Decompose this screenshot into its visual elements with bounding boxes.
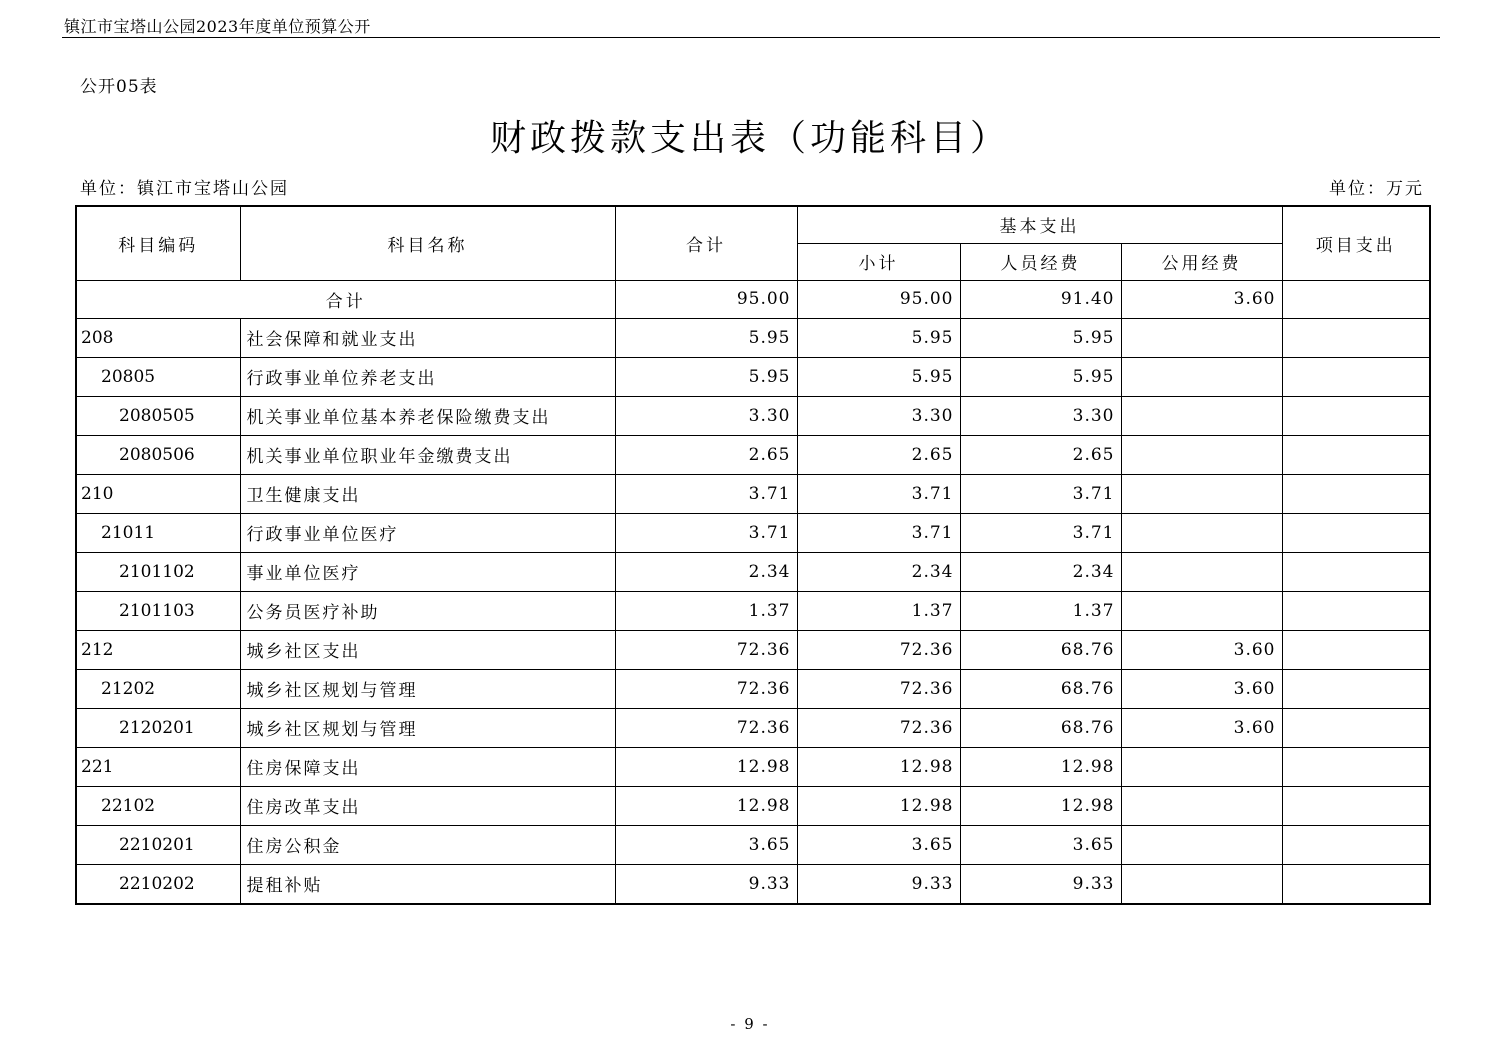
page-number: - 9 - — [730, 1015, 770, 1033]
row-subtotal: 3.71 — [797, 474, 960, 513]
row-total: 3.71 — [615, 474, 797, 513]
row-total: 2.34 — [615, 552, 797, 591]
row-public — [1121, 591, 1282, 630]
row-public: 3.60 — [1121, 630, 1282, 669]
row-code: 2101102 — [76, 552, 240, 591]
table-row — [76, 708, 1430, 747]
row-project — [1282, 318, 1430, 357]
row-subtotal: 2.65 — [797, 435, 960, 474]
col-header-name: 科目名称 — [240, 206, 615, 280]
row-total: 3.30 — [615, 396, 797, 435]
table-row — [76, 591, 1430, 630]
row-personnel: 1.37 — [960, 591, 1121, 630]
row-personnel: 5.95 — [960, 318, 1121, 357]
row-total: 9.33 — [615, 864, 797, 904]
row-personnel: 68.76 — [960, 708, 1121, 747]
row-name: 卫生健康支出 — [240, 474, 615, 513]
budget-table — [75, 205, 1431, 905]
row-subtotal: 5.95 — [797, 357, 960, 396]
row-project — [1282, 747, 1430, 786]
total-public: 3.60 — [1121, 280, 1282, 318]
table-row — [76, 357, 1430, 396]
row-code: 212 — [76, 630, 240, 669]
row-subtotal: 3.65 — [797, 825, 960, 864]
row-total: 72.36 — [615, 630, 797, 669]
table-row — [76, 825, 1430, 864]
row-total: 12.98 — [615, 786, 797, 825]
row-project — [1282, 630, 1430, 669]
total-total: 95.00 — [615, 280, 797, 318]
col-header-public: 公用经费 — [1121, 243, 1282, 280]
row-personnel: 2.65 — [960, 435, 1121, 474]
row-code: 2101103 — [76, 591, 240, 630]
row-project — [1282, 552, 1430, 591]
total-row — [76, 280, 1430, 318]
col-header-personnel: 人员经费 — [960, 243, 1121, 280]
unit-organization: 单位：镇江市宝塔山公园 — [80, 179, 289, 199]
row-total: 5.95 — [615, 357, 797, 396]
row-name: 公务员医疗补助 — [240, 591, 615, 630]
row-total: 12.98 — [615, 747, 797, 786]
row-public: 3.60 — [1121, 708, 1282, 747]
row-subtotal: 3.30 — [797, 396, 960, 435]
header-rule — [62, 37, 1440, 38]
row-subtotal: 12.98 — [797, 786, 960, 825]
row-code: 2080505 — [76, 396, 240, 435]
row-project — [1282, 708, 1430, 747]
row-code: 2210201 — [76, 825, 240, 864]
row-personnel: 2.34 — [960, 552, 1121, 591]
row-personnel: 3.71 — [960, 474, 1121, 513]
row-public — [1121, 786, 1282, 825]
table-row — [76, 552, 1430, 591]
row-code: 210 — [76, 474, 240, 513]
row-code: 2120201 — [76, 708, 240, 747]
row-personnel: 3.65 — [960, 825, 1121, 864]
table-row — [76, 786, 1430, 825]
table-row — [76, 864, 1430, 904]
row-code: 208 — [76, 318, 240, 357]
row-public — [1121, 552, 1282, 591]
row-name: 社会保障和就业支出 — [240, 318, 615, 357]
row-project — [1282, 591, 1430, 630]
table-row — [76, 630, 1430, 669]
row-total: 3.65 — [615, 825, 797, 864]
unit-currency: 单位：万元 — [1329, 179, 1424, 199]
row-name: 住房改革支出 — [240, 786, 615, 825]
row-code: 21202 — [76, 669, 240, 708]
col-header-subtotal: 小计 — [797, 243, 960, 280]
table-row — [76, 669, 1430, 708]
row-personnel: 9.33 — [960, 864, 1121, 904]
table-row — [76, 396, 1430, 435]
row-code: 21011 — [76, 513, 240, 552]
row-name: 城乡社区规划与管理 — [240, 708, 615, 747]
row-name: 事业单位医疗 — [240, 552, 615, 591]
row-personnel: 68.76 — [960, 630, 1121, 669]
row-public — [1121, 864, 1282, 904]
row-name: 行政事业单位养老支出 — [240, 357, 615, 396]
row-project — [1282, 474, 1430, 513]
row-name: 提租补贴 — [240, 864, 615, 904]
row-project — [1282, 786, 1430, 825]
total-project — [1282, 280, 1430, 318]
row-code: 221 — [76, 747, 240, 786]
row-subtotal: 72.36 — [797, 669, 960, 708]
row-project — [1282, 396, 1430, 435]
row-name: 城乡社区规划与管理 — [240, 669, 615, 708]
row-personnel: 12.98 — [960, 747, 1121, 786]
col-header-basic: 基本支出 — [797, 206, 1282, 243]
row-subtotal: 5.95 — [797, 318, 960, 357]
page-title: 财政拨款支出表（功能科目） — [489, 118, 1010, 159]
total-label: 合计 — [76, 280, 615, 318]
row-total: 72.36 — [615, 669, 797, 708]
col-header-total: 合计 — [615, 206, 797, 280]
row-subtotal: 72.36 — [797, 708, 960, 747]
row-subtotal: 3.71 — [797, 513, 960, 552]
row-public — [1121, 435, 1282, 474]
row-name: 机关事业单位基本养老保险缴费支出 — [240, 396, 615, 435]
row-project — [1282, 864, 1430, 904]
row-total: 2.65 — [615, 435, 797, 474]
row-subtotal: 1.37 — [797, 591, 960, 630]
row-total: 1.37 — [615, 591, 797, 630]
table-row — [76, 318, 1430, 357]
row-personnel: 12.98 — [960, 786, 1121, 825]
table-row — [76, 474, 1430, 513]
col-header-project: 项目支出 — [1282, 206, 1430, 280]
row-total: 5.95 — [615, 318, 797, 357]
table-row — [76, 435, 1430, 474]
row-public — [1121, 513, 1282, 552]
row-project — [1282, 513, 1430, 552]
table-row — [76, 513, 1430, 552]
row-code: 20805 — [76, 357, 240, 396]
total-personnel: 91.40 — [960, 280, 1121, 318]
row-code: 22102 — [76, 786, 240, 825]
row-name: 住房保障支出 — [240, 747, 615, 786]
row-personnel: 3.71 — [960, 513, 1121, 552]
row-public: 3.60 — [1121, 669, 1282, 708]
col-header-code: 科目编码 — [76, 206, 240, 280]
row-name: 机关事业单位职业年金缴费支出 — [240, 435, 615, 474]
row-name: 行政事业单位医疗 — [240, 513, 615, 552]
row-total: 3.71 — [615, 513, 797, 552]
row-code: 2210202 — [76, 864, 240, 904]
row-subtotal: 12.98 — [797, 747, 960, 786]
row-project — [1282, 435, 1430, 474]
row-personnel: 68.76 — [960, 669, 1121, 708]
table-row — [76, 747, 1430, 786]
running-header-title: 镇江市宝塔山公园2023年度单位预算公开 — [64, 17, 371, 36]
row-public — [1121, 825, 1282, 864]
row-public — [1121, 396, 1282, 435]
row-public — [1121, 357, 1282, 396]
row-subtotal: 9.33 — [797, 864, 960, 904]
row-subtotal: 72.36 — [797, 630, 960, 669]
row-name: 住房公积金 — [240, 825, 615, 864]
row-personnel: 5.95 — [960, 357, 1121, 396]
row-code: 2080506 — [76, 435, 240, 474]
row-project — [1282, 357, 1430, 396]
table-number: 公开05表 — [80, 77, 158, 97]
total-subtotal: 95.00 — [797, 280, 960, 318]
row-project — [1282, 825, 1430, 864]
row-public — [1121, 318, 1282, 357]
row-project — [1282, 669, 1430, 708]
row-name: 城乡社区支出 — [240, 630, 615, 669]
row-public — [1121, 474, 1282, 513]
row-subtotal: 2.34 — [797, 552, 960, 591]
row-personnel: 3.30 — [960, 396, 1121, 435]
row-total: 72.36 — [615, 708, 797, 747]
row-public — [1121, 747, 1282, 786]
